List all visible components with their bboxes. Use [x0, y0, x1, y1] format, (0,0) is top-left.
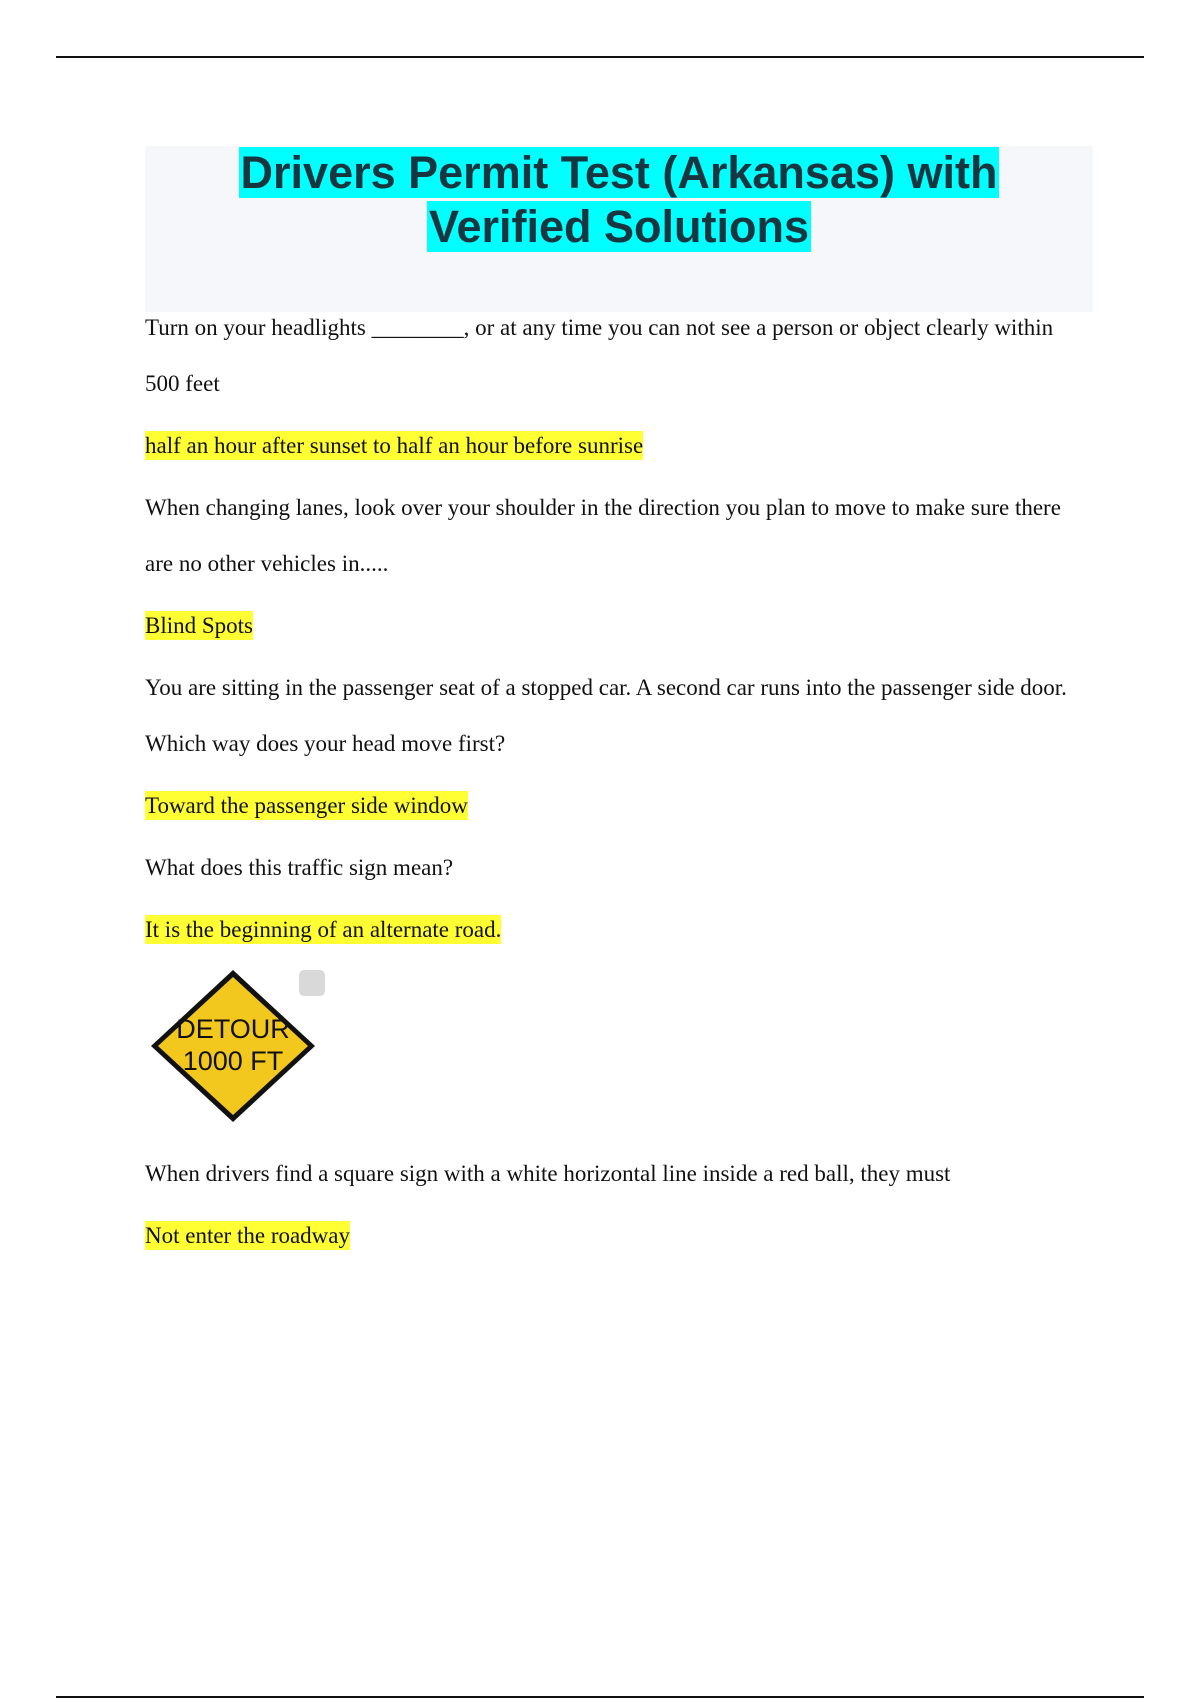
question-text: When drivers find a square sign with a white horizontal line inside a red ball, they must — [145, 1161, 951, 1186]
sign-text-line-1: DETOUR — [176, 1014, 290, 1044]
top-rule — [56, 56, 1144, 58]
answer-highlight: Blind Spots — [145, 613, 254, 638]
image-corner-badge — [299, 970, 325, 996]
answer-highlight: Not enter the roadway — [145, 1223, 351, 1248]
question-text: What does this traffic sign mean? — [145, 855, 454, 880]
answer-highlight: half an hour after sunset to half an hour before sunrise — [145, 433, 644, 458]
question-text: Turn on your headlights ________, or at any time you can not see a person or object clearly within 500 feet — [145, 315, 1054, 396]
question-text: You are sitting in the passenger seat of a stopped car. A second car runs into the passenger side door. Which way does your head move first? — [145, 675, 1067, 756]
title-block — [145, 146, 1093, 312]
answer-text — [145, 1216, 1075, 1256]
question-text: When changing lanes, look over your shoulder in the direction you plan to move to make sure there are no other vehicles in..... — [145, 495, 1061, 576]
sign-text-line-2: 1000 FT — [182, 1046, 284, 1076]
title-line-2: Verified Solutions — [428, 201, 810, 252]
answer-text — [145, 426, 1075, 466]
detour-sign-image — [141, 964, 341, 1126]
bottom-rule — [56, 1696, 1144, 1698]
detour-sign-icon — [141, 964, 341, 1126]
answer-text — [145, 606, 1075, 646]
title-line-1: Drivers Permit Test (Arkansas) with — [240, 147, 998, 198]
answer-text — [145, 786, 1075, 826]
answer-highlight: Toward the passenger side window — [145, 793, 468, 818]
document-body — [145, 300, 1075, 1270]
answer-highlight: It is the beginning of an alternate road. — [145, 917, 502, 942]
page-title — [145, 146, 1093, 254]
answer-text — [145, 910, 1075, 950]
